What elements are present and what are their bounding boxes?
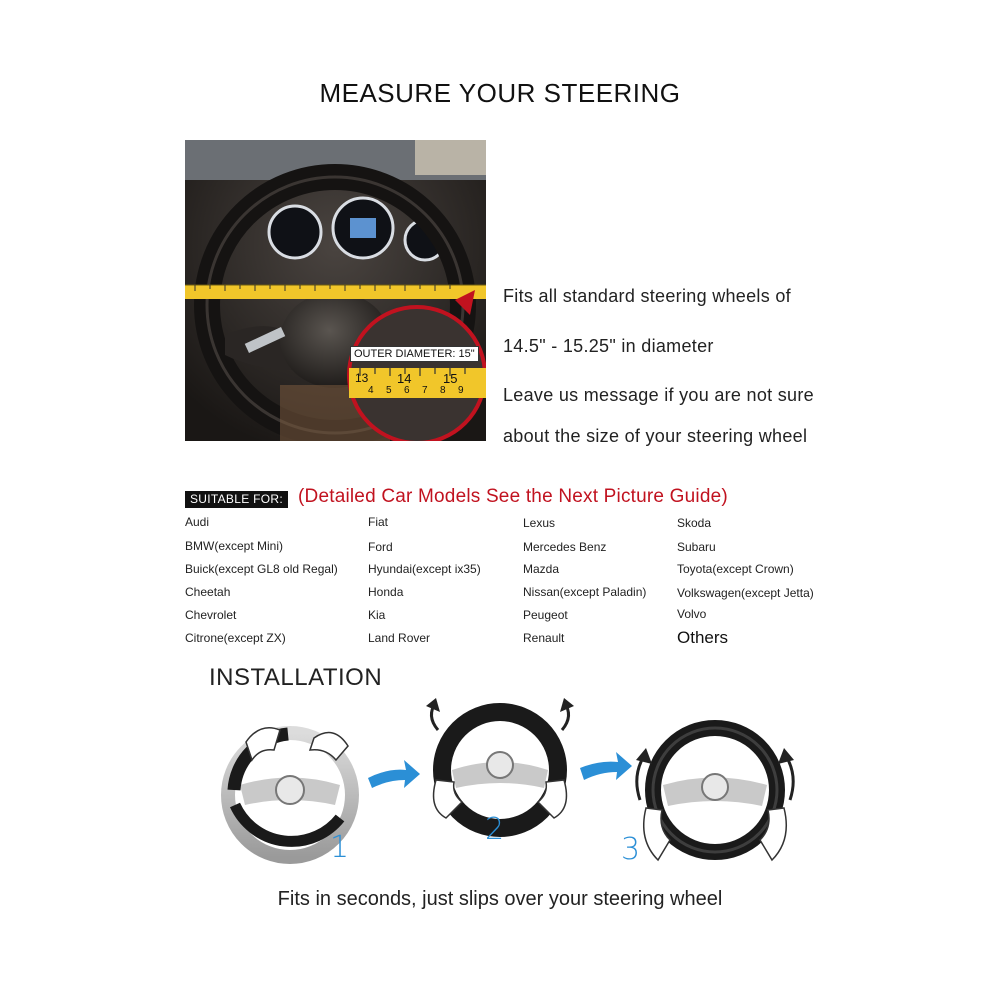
steering-measure-photo: [185, 140, 486, 441]
tape-number: 15: [443, 371, 458, 386]
tape-number: 6: [404, 385, 410, 396]
brand-item: Audi: [185, 515, 210, 529]
fit-info-line-3: Leave us message if you are not sure: [503, 385, 814, 405]
installation-caption: Fits in seconds, just slips over your steering wheel: [277, 888, 723, 910]
brand-item: Others: [677, 628, 729, 647]
brand-item: Skoda: [677, 516, 712, 530]
suitable-for-badge: SUITABLE FOR:: [185, 491, 288, 508]
tape-number: 14: [397, 371, 412, 386]
outer-diameter-callout: OUTER DIAMETER: 15": [350, 346, 479, 362]
brand-item: Volvo: [677, 607, 707, 621]
brand-item: Kia: [368, 608, 386, 622]
brand-item: Honda: [368, 585, 404, 599]
tape-number: 4: [368, 385, 374, 396]
guide-note: (Detailed Car Models See the Next Picture Guide): [298, 486, 728, 507]
brand-item: Subaru: [677, 540, 716, 554]
tape-number: 13: [355, 371, 369, 385]
installation-illustration: [200, 690, 820, 880]
tape-number: 9: [458, 385, 464, 396]
brand-item: Buick(except GL8 old Regal): [185, 562, 338, 576]
brand-item: Mercedes Benz: [523, 540, 607, 554]
brand-item: Mazda: [523, 562, 560, 576]
tape-number: 8: [440, 385, 446, 396]
brand-item: Renault: [523, 631, 565, 645]
installation-title: INSTALLATION: [209, 664, 383, 691]
brand-item: Cheetah: [185, 585, 231, 599]
step-2-wheel: [426, 698, 574, 828]
brand-item: Volkswagen(except Jetta): [677, 586, 814, 600]
fit-info-line-1: Fits all standard steering wheels of: [503, 286, 791, 306]
fit-info-line-2: 14.5" - 15.25" in diameter: [503, 336, 714, 356]
brand-item: Lexus: [523, 516, 556, 530]
tape-number: 5: [386, 385, 392, 396]
step-2-number: 2: [485, 812, 505, 847]
brand-item: Fiat: [368, 515, 389, 529]
brand-item: Hyundai(except ix35): [368, 562, 481, 576]
fit-info-line-4: about the size of your steering wheel: [503, 426, 808, 446]
brand-item: BMW(except Mini): [185, 539, 284, 553]
step-3-wheel: [636, 728, 794, 860]
brand-item: Nissan(except Paladin): [523, 585, 647, 599]
brand-item: Peugeot: [523, 608, 568, 622]
brand-item: Toyota(except Crown): [677, 562, 794, 576]
brand-item: Chevrolet: [185, 608, 237, 622]
page-title: MEASURE YOUR STEERING: [319, 78, 681, 108]
tape-number: 7: [422, 385, 428, 396]
brand-item: Ford: [368, 540, 393, 554]
brand-item: Citrone(except ZX): [185, 631, 286, 645]
step-1-number: 1: [330, 830, 350, 865]
step-3-number: 3: [621, 832, 641, 867]
brand-item: Land Rover: [368, 631, 431, 645]
